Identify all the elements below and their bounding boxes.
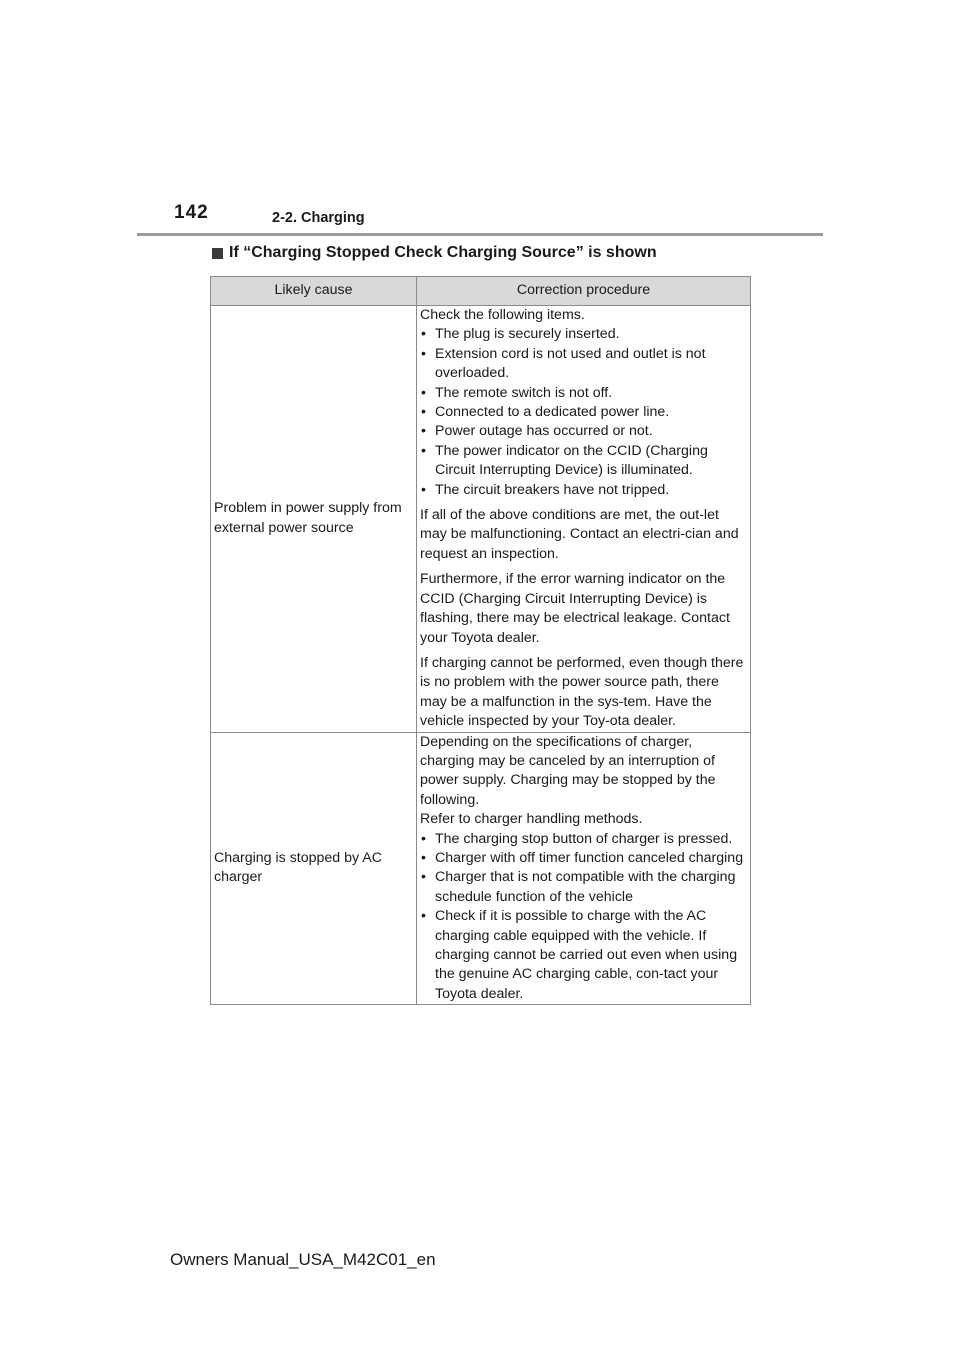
list-item: • Charger that is not compatible with the charging schedule function of the vehicle [420,868,747,907]
stop-reasons-list [420,830,747,1005]
likely-cause-cell: Problem in power supply from external power source [211,306,417,733]
procedure-paragraph: If all of the above conditions are met, the out-let may be malfunctioning. Contact an electri-cian and request an inspection. [420,507,739,562]
procedure-intro: Depending on the specifications of charger, charging may be canceled by an interruption of power supply. Charging may be stopped by the following. [420,733,716,808]
correction-procedure-cell [417,732,751,1005]
troubleshooting-table [210,276,751,1005]
list-item: • The plug is securely inserted. [420,325,747,344]
procedure-intro-note: Refer to charger handling methods. [420,811,643,828]
subsection-heading-text: If “Charging Stopped Check Charging Source” is shown [229,244,657,261]
procedure-intro: Check the following items. [420,307,585,323]
procedure-paragraph: Furthermore, if the error warning indicator on the CCID (Charging Circuit Interrupting Device) is flashing, there may be electrical leakage. Contact your Toyota dealer. [420,571,730,646]
correction-procedure-cell [417,306,751,733]
list-item: • Check if it is possible to charge with the AC charging cable equipped with the vehicle. If charging cannot be carried out even when using the genuine AC charging cable, con-tact your Toyota dealer. [420,907,747,1004]
list-item: • The power indicator on the CCID (Charging Circuit Interrupting Device) is illuminated. [420,442,747,481]
list-item: • Charger with off timer function canceled charging [420,849,747,868]
list-item: • The remote switch is not off. [420,384,747,403]
header-divider [137,233,823,236]
list-item: • The charging stop button of charger is pressed. [420,830,747,849]
check-items-list [420,325,747,500]
likely-cause-cell: Charging is stopped by AC charger [211,732,417,1005]
list-item: • Power outage has occurred or not. [420,422,747,441]
column-header-likely-cause: Likely cause [211,277,417,306]
list-item: • Connected to a dedicated power line. [420,403,747,422]
table-row [211,732,751,1005]
table-row [211,306,751,733]
list-item: • The circuit breakers have not tripped. [420,481,747,500]
list-item: • Extension cord is not used and outlet is not overloaded. [420,345,747,384]
page-number: 142 [174,202,209,223]
table-header-row [211,277,751,306]
square-bullet-icon [212,248,223,259]
procedure-paragraph: If charging cannot be performed, even though there is no problem with the power source path, there may be a malfunction in the sys-tem. Have the vehicle inspected by your Toy-ota dealer. [420,654,744,730]
subsection-heading [212,244,657,262]
section-title: 2-2. Charging [272,210,365,226]
column-header-correction-procedure: Correction procedure [417,277,751,306]
footer-manual-id: Owners Manual_USA_M42C01_en [170,1250,436,1269]
